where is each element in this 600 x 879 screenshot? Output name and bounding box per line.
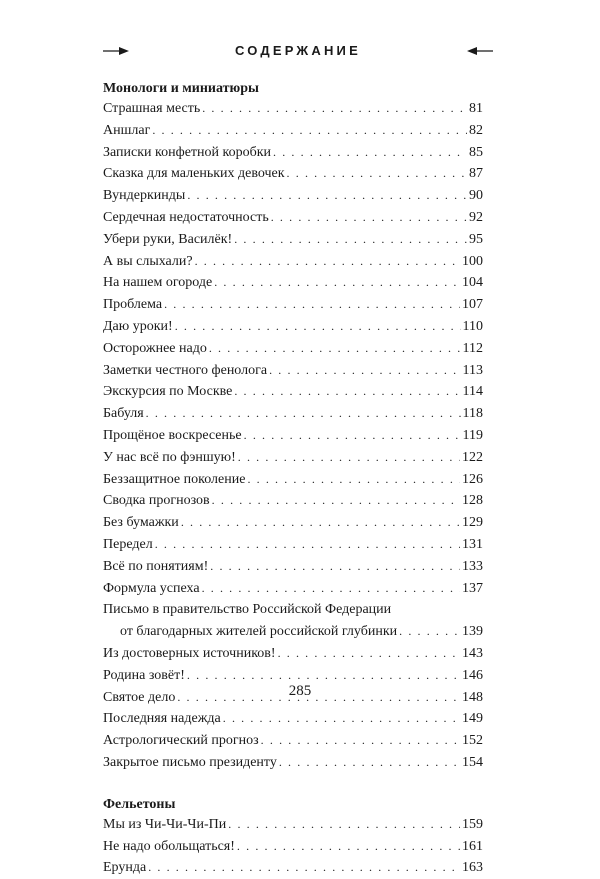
toc-entry-title: Ерунда: [103, 860, 147, 876]
dot-leader: [278, 643, 460, 665]
toc-entry-title: Из достоверных источников!: [103, 645, 276, 661]
toc-entry-page: 143: [462, 645, 483, 661]
table-of-contents: [103, 80, 483, 879]
toc-entry[interactable]: [103, 316, 483, 338]
toc-entry-title: Беззащитное поколение: [103, 471, 246, 487]
toc-entry-page: 107: [462, 297, 483, 313]
dot-leader: [269, 360, 460, 382]
toc-entry-title: Всё по понятиям!: [103, 558, 209, 574]
toc-entry-page: 131: [462, 536, 483, 552]
toc-entry[interactable]: [103, 381, 483, 403]
dot-leader: [234, 229, 467, 251]
toc-entry-page: 137: [462, 580, 483, 596]
dot-leader: [234, 381, 460, 403]
toc-entry-page: 112: [462, 340, 483, 356]
dot-leader: [146, 403, 461, 425]
toc-entry-title: Мы из Чи-Чи-Чи-Пи: [103, 816, 227, 832]
toc-entry-title: Сводка прогнозов: [103, 493, 210, 509]
toc-entry-page: 100: [462, 253, 483, 269]
toc-entry[interactable]: [103, 403, 483, 425]
toc-entry-page: 126: [462, 471, 483, 487]
toc-entry-page: 95: [469, 231, 483, 247]
toc-entry[interactable]: [103, 578, 483, 600]
dot-leader: [195, 251, 460, 273]
toc-entry-title: Убери руки, Василёк!: [103, 231, 233, 247]
toc-entry-page: 148: [462, 689, 483, 705]
toc-entry[interactable]: [103, 120, 483, 142]
dot-leader: [399, 621, 460, 643]
dot-leader: [228, 814, 460, 836]
toc-entry[interactable]: [103, 447, 483, 469]
toc-entry-page: 118: [462, 406, 483, 422]
toc-entry-title: Сказка для маленьких девочек: [103, 166, 285, 182]
toc-entry-title: Записки конфетной коробки: [103, 144, 272, 160]
toc-entry[interactable]: [103, 251, 483, 273]
toc-entry[interactable]: [103, 207, 483, 229]
dot-leader: [238, 447, 460, 469]
toc-entry-page: 82: [469, 122, 483, 138]
toc-entry[interactable]: [103, 469, 483, 491]
toc-entry-title: Последняя надежда: [103, 711, 221, 727]
toc-entry[interactable]: [103, 814, 483, 836]
toc-entry-title: Страшная месть: [103, 101, 201, 116]
toc-entry[interactable]: [103, 294, 483, 316]
toc-entry-page: 129: [462, 515, 483, 531]
dot-leader: [202, 578, 460, 600]
toc-entry-title: Родина зовёт!: [103, 667, 185, 683]
dot-leader: [279, 752, 460, 774]
toc-entry-page: 87: [469, 166, 483, 182]
toc-entry-page: 146: [462, 667, 483, 683]
dot-leader: [212, 490, 460, 512]
toc-entry-title: Сердечная недостаточность: [103, 209, 269, 225]
arrow-left-icon: [465, 45, 493, 57]
toc-entry-page: 122: [462, 449, 483, 465]
toc-entry-page: 81: [469, 101, 483, 116]
dot-leader: [214, 272, 460, 294]
toc-entry-title: Письмо в правительство Российской Федерации: [103, 602, 392, 618]
toc-entry-title: Заметки честного фенолога: [103, 362, 268, 378]
toc-entry[interactable]: [103, 534, 483, 556]
toc-entry[interactable]: [103, 730, 483, 752]
dot-leader: [202, 98, 467, 120]
toc-entry-page: 92: [469, 209, 483, 225]
toc-entry-title: Святое дело: [103, 689, 176, 705]
toc-entry-title: Формула успеха: [103, 580, 200, 596]
toc-entry-page: 119: [462, 427, 483, 443]
dot-leader: [223, 708, 460, 730]
toc-entry[interactable]: [103, 490, 483, 512]
toc-entry-page: 110: [462, 318, 483, 334]
dot-leader: [237, 836, 460, 858]
toc-entry-page: 114: [462, 384, 483, 400]
toc-entry[interactable]: [103, 360, 483, 382]
page-title: СОДЕРЖАНИЕ: [235, 43, 361, 58]
toc-entry-page: 152: [462, 733, 483, 749]
dot-leader: [187, 185, 467, 207]
dot-leader: [287, 163, 467, 185]
dot-leader: [271, 207, 467, 229]
dot-leader: [244, 425, 461, 447]
toc-entry-title: Вундеркинды: [103, 188, 186, 204]
toc-entry[interactable]: [103, 272, 483, 294]
toc-entry-title: У нас всё по фэншую!: [103, 449, 236, 465]
toc-entry-page: 163: [462, 860, 483, 876]
toc-entry-page: 133: [462, 558, 483, 574]
toc-entry[interactable]: [103, 708, 483, 730]
section-title: Монологи и миниатюры: [103, 81, 259, 96]
dot-leader: [164, 294, 460, 316]
toc-entry[interactable]: [103, 857, 483, 879]
toc-entry[interactable]: [103, 98, 483, 120]
toc-entry-title: Закрытое письмо президенту: [103, 754, 277, 770]
dot-leader: [175, 316, 461, 338]
toc-entry-title: Передел: [103, 536, 153, 552]
toc-entry-title: А вы слыхали?: [103, 253, 193, 269]
toc-entry-title-continued: от благодарных жителей российской глубинки: [120, 624, 398, 640]
toc-entry-title: На нашем огороде: [103, 275, 213, 291]
toc-entry-page: 149: [462, 711, 483, 727]
dot-leader: [210, 556, 460, 578]
dot-leader: [247, 469, 460, 491]
section-title: Фельетоны: [103, 796, 176, 812]
dot-leader: [273, 142, 467, 164]
toc-entry[interactable]: [103, 425, 483, 447]
toc-entry-title: Даю уроки!: [103, 318, 173, 334]
toc-entry-page: 128: [462, 493, 483, 509]
toc-entry[interactable]: [103, 643, 483, 665]
dot-leader: [181, 512, 460, 534]
page-number: 285: [288, 683, 312, 699]
dot-leader: [148, 857, 460, 879]
toc-entry-title: Астрологический прогноз: [103, 733, 259, 749]
toc-entry-title: Проблема: [103, 297, 163, 313]
toc-entry-page: 90: [469, 188, 483, 204]
toc-entry-page: 104: [462, 275, 483, 291]
toc-entry[interactable]: [103, 752, 483, 774]
toc-entry-page: 161: [462, 838, 483, 854]
dot-leader: [261, 730, 460, 752]
toc-entry-title: Осторожнее надо: [103, 340, 207, 356]
toc-entry-page: 85: [469, 144, 483, 160]
toc-entry[interactable]: [103, 836, 483, 858]
toc-entry[interactable]: [103, 556, 483, 578]
dot-leader: [155, 534, 460, 556]
toc-entry[interactable]: [103, 185, 483, 207]
toc-entry-page: 154: [462, 754, 483, 770]
dot-leader: [209, 338, 461, 360]
toc-entry[interactable]: [103, 338, 483, 360]
toc-entry-title: Прощёное воскресенье: [103, 427, 242, 443]
toc-entry-title: Аншлаг: [103, 122, 151, 138]
toc-entry-page: 139: [462, 624, 483, 640]
page-header: [103, 42, 493, 62]
toc-entry-page: 113: [462, 362, 483, 378]
toc-entry[interactable]: [103, 512, 483, 534]
toc-entry[interactable]: [103, 229, 483, 251]
toc-entry-page: 159: [462, 816, 483, 832]
toc-entry-title: Экскурсия по Москве: [103, 384, 233, 400]
toc-entry[interactable]: [103, 163, 483, 185]
toc-entry-title: Без бумажки: [103, 515, 179, 531]
toc-entry[interactable]: [103, 599, 483, 643]
toc-entry[interactable]: [103, 142, 483, 164]
toc-entry-title: Не надо обольщаться!: [103, 838, 235, 854]
dot-leader: [152, 120, 467, 142]
toc-entry-title: Бабуля: [103, 406, 144, 422]
